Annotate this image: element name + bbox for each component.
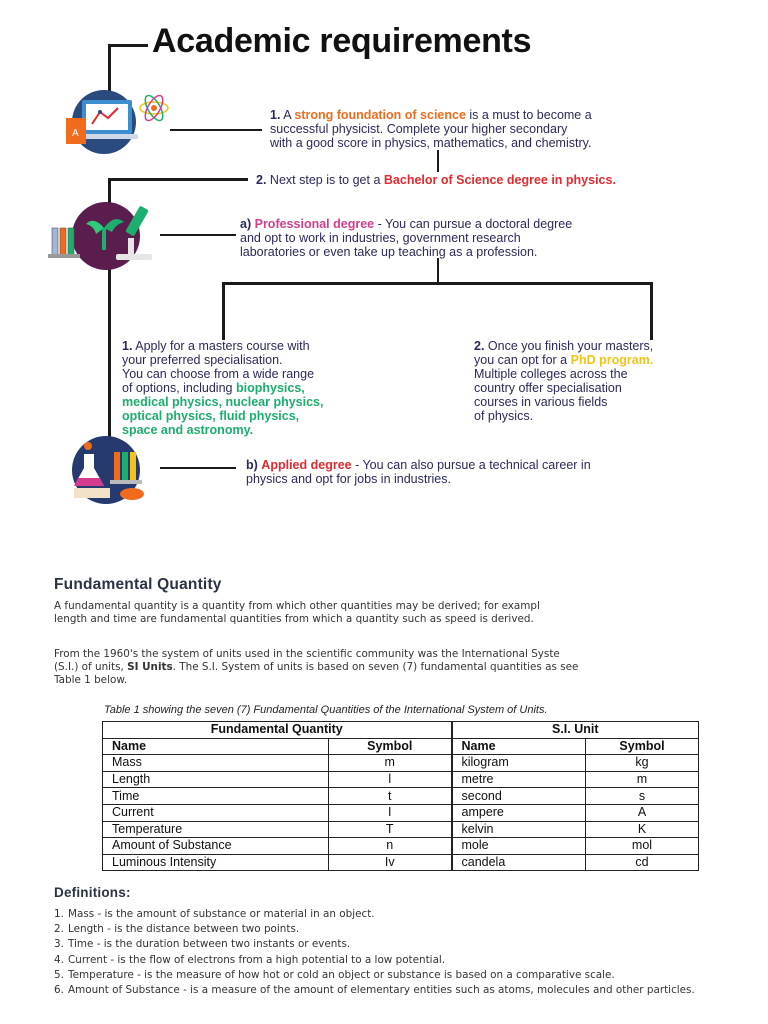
table-cell: Temperature bbox=[103, 821, 329, 838]
table-cell: A bbox=[586, 804, 699, 821]
table-cell: Length bbox=[103, 771, 329, 788]
table-cell: cd bbox=[586, 854, 699, 871]
table-column-header: Symbol bbox=[586, 738, 699, 755]
highlight-professional-degree: Professional degree bbox=[254, 217, 375, 231]
table-cell: Iv bbox=[329, 854, 452, 871]
highlight-bachelor-degree: Bachelor of Science degree in physics. bbox=[383, 173, 616, 187]
table-cell: Current bbox=[103, 804, 329, 821]
table-cell: kelvin bbox=[452, 821, 586, 838]
table-cell: l bbox=[329, 771, 452, 788]
table-row bbox=[103, 854, 699, 871]
option-b-text: b) Applied degree - You can also pursue a technical career in physics and opt for jobs in industries. bbox=[246, 458, 591, 486]
table-row bbox=[103, 838, 699, 855]
table-cell: metre bbox=[452, 771, 586, 788]
list-item: 6. Amount of Substance - is a measure of the amount of elementary entities such as atoms, molecules and other particles. bbox=[54, 983, 695, 996]
table-cell: candela bbox=[452, 854, 586, 871]
highlight-phd-program: PhD program. bbox=[570, 353, 654, 367]
table-cell: m bbox=[329, 755, 452, 772]
highlight-science-foundation: strong foundation of science bbox=[294, 108, 466, 122]
table-cell: Luminous Intensity bbox=[103, 854, 329, 871]
lab-flasks-icon bbox=[58, 434, 162, 504]
table-cell: K bbox=[586, 821, 699, 838]
table-cell: Time bbox=[103, 788, 329, 805]
list-item: 5. Temperature - is the measure of how hot or cold an object or substance is based on a comparative scale. bbox=[54, 968, 615, 981]
table-row bbox=[103, 821, 699, 838]
table-sub-header-row bbox=[103, 738, 699, 755]
table-cell: Amount of Substance bbox=[103, 838, 329, 855]
table-cell: t bbox=[329, 788, 452, 805]
step-2-text: 2. Next step is to get a Bachelor of Science degree in physics. bbox=[256, 173, 616, 187]
table-cell: m bbox=[586, 771, 699, 788]
table-cell: I bbox=[329, 804, 452, 821]
table-cell: mol bbox=[586, 838, 699, 855]
table-row bbox=[103, 788, 699, 805]
table-cell: Mass bbox=[103, 755, 329, 772]
svg-text:A: A bbox=[72, 128, 79, 139]
option-a-text: a) Professional degree - You can pursue a doctoral degree and opt to work in industries, government research laboratories or even take up teaching as a profession. bbox=[240, 217, 573, 259]
paragraph-1: A fundamental quantity is a quantity from which other quantities may be derived; for exampl length and time are fundamental quantities from which a quantity such as speed is derived. bbox=[54, 600, 540, 625]
table-row bbox=[103, 804, 699, 821]
branch-2-text: 2. Once you finish your masters, you can opt for a PhD program. Multiple colleges across the country offer specialisation courses in various fields of physics. bbox=[474, 339, 654, 423]
units-table bbox=[102, 721, 699, 871]
table-cell: second bbox=[452, 788, 586, 805]
section-heading: Fundamental Quantity bbox=[54, 576, 222, 593]
table-cell: T bbox=[329, 821, 452, 838]
list-item: 2. Length - is the distance between two points. bbox=[54, 923, 300, 936]
list-item: 1. Mass - is the amount of substance or material in an object. bbox=[54, 908, 375, 920]
table-cell: n bbox=[329, 838, 452, 855]
branch-1-text: 1. Apply for a masters course with your preferred specialisation. You can choose from a wide range of options, including biophysics, medical physics, nuclear physics, optical physics, fluid physics, space and astronomy. bbox=[122, 339, 324, 437]
table-cell: mole bbox=[452, 838, 586, 855]
table-cell: s bbox=[586, 788, 699, 805]
definitions-heading: Definitions: bbox=[54, 885, 131, 900]
table-cell: kilogram bbox=[452, 755, 586, 772]
definitions-list bbox=[54, 908, 704, 999]
table-column-header: Name bbox=[452, 738, 586, 755]
step-1-text: 1. A strong foundation of science is a must to become a successful physicist. Complete your higher secondary with a good score in physics, mathematics, and chemistry. bbox=[270, 108, 592, 150]
table-row bbox=[103, 755, 699, 772]
table-group-header: Fundamental Quantity bbox=[103, 722, 452, 739]
laptop-atom-icon bbox=[62, 84, 172, 154]
table-group-header: S.I. Unit bbox=[452, 722, 699, 739]
table-column-header: Symbol bbox=[329, 738, 452, 755]
microscope-icon bbox=[44, 198, 168, 270]
infographic-title: Academic requirements bbox=[152, 22, 532, 60]
table-group-header-row bbox=[103, 722, 699, 739]
paragraph-2: From the 1960's the system of units used in the scientific community was the International Syste (S.I.) of units, SI Units. The S.I. System of units is based on seven (7) fundamental quantities as see Table 1 below. bbox=[54, 648, 579, 686]
table-column-header: Name bbox=[103, 738, 329, 755]
table-row bbox=[103, 771, 699, 788]
list-item: 3. Time - is the duration between two instants or events. bbox=[54, 938, 351, 951]
table-cell: kg bbox=[586, 755, 699, 772]
list-item: 4. Current - is the flow of electrons from a high potential to a low potential. bbox=[54, 953, 446, 966]
highlight-applied-degree: Applied degree bbox=[261, 458, 352, 472]
table-cell: ampere bbox=[452, 804, 586, 821]
table-caption: Table 1 showing the seven (7) Fundamental Quantities of the International System of Units. bbox=[104, 704, 548, 716]
